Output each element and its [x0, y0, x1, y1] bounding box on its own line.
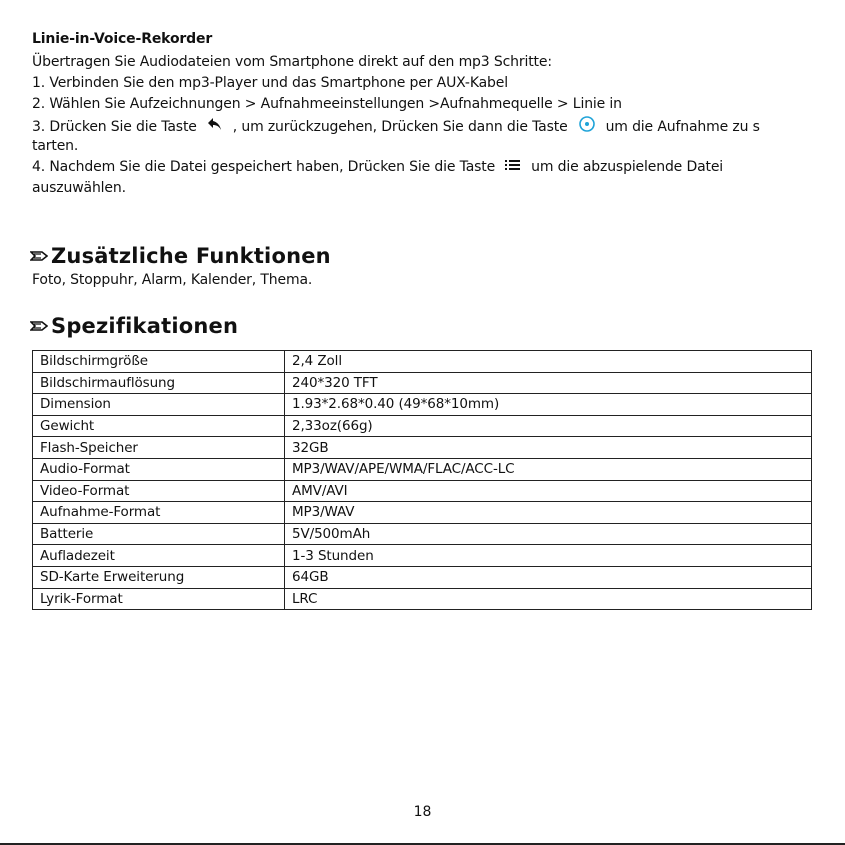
- spec-label: SD-Karte Erweiterung: [33, 566, 285, 588]
- step-2: 2. Wählen Sie Aufzeichnungen > Aufnahmeeinstellungen >Aufnahmequelle > Linie in: [32, 96, 622, 112]
- table-row: [33, 566, 812, 588]
- table-row: [33, 372, 812, 394]
- spec-label: Bildschirmauflösung: [33, 372, 285, 394]
- spec-label: Flash-Speicher: [33, 437, 285, 459]
- specs-heading: [30, 314, 238, 338]
- spec-value: 2,33oz(66g): [285, 415, 812, 437]
- table-row: [33, 437, 812, 459]
- step-4: [32, 157, 723, 177]
- spec-label: Lyrik-Format: [33, 588, 285, 610]
- page-number: 18: [413, 804, 432, 820]
- step-3-part-a: 3. Drücken Sie die Taste: [32, 119, 197, 135]
- spec-value: 32GB: [285, 437, 812, 459]
- back-arrow-icon: [207, 117, 223, 137]
- table-row: [33, 480, 812, 502]
- step-3: [32, 115, 760, 139]
- step-1: 1. Verbinden Sie den mp3-Player und das Smartphone per AUX-Kabel: [32, 75, 508, 91]
- spec-value: LRC: [285, 588, 812, 610]
- spec-label: Aufladezeit: [33, 545, 285, 567]
- spec-value: MP3/WAV/APE/WMA/FLAC/ACC-LC: [285, 458, 812, 480]
- spec-value: 64GB: [285, 566, 812, 588]
- table-row: [33, 458, 812, 480]
- step-4-part-b: um die abzuspielende Datei: [531, 159, 724, 175]
- step-4-part-a: 4. Nachdem Sie die Datei gespeichert haben, Drücken Sie die Taste: [32, 159, 496, 175]
- table-row: [33, 545, 812, 567]
- table-row: [33, 502, 812, 524]
- pen-nib-bullet-icon: [30, 249, 48, 263]
- spec-value: 5V/500mAh: [285, 523, 812, 545]
- step-3-part-c: um die Aufnahme zu s: [605, 119, 760, 135]
- extras-heading-text: Zusätzliche Funktionen: [51, 244, 331, 268]
- specs-heading-text: Spezifikationen: [51, 314, 239, 338]
- spec-value: 2,4 Zoll: [285, 351, 812, 373]
- pen-nib-bullet-icon: [30, 319, 48, 333]
- spec-label: Batterie: [33, 523, 285, 545]
- step-3-continued: tarten.: [32, 138, 79, 154]
- spec-value: MP3/WAV: [285, 502, 812, 524]
- step-3-part-b: , um zurückzugehen, Drücken Sie dann die Taste: [232, 119, 568, 135]
- spec-value: 240*320 TFT: [285, 372, 812, 394]
- specifications-table: [32, 350, 812, 610]
- spec-label: Gewicht: [33, 415, 285, 437]
- table-row: [33, 523, 812, 545]
- recorder-title: Linie-in-Voice-Rekorder: [32, 31, 213, 47]
- recorder-intro: Übertragen Sie Audiodateien vom Smartphone direkt auf den mp3 Schritte:: [32, 54, 552, 70]
- spec-label: Audio-Format: [33, 458, 285, 480]
- spec-value: 1.93*2.68*0.40 (49*68*10mm): [285, 394, 812, 416]
- spec-label: Bildschirmgröße: [33, 351, 285, 373]
- table-row: [33, 351, 812, 373]
- extras-heading: [30, 244, 331, 268]
- spec-label: Video-Format: [33, 480, 285, 502]
- list-icon: [505, 157, 521, 177]
- extras-text: Foto, Stoppuhr, Alarm, Kalender, Thema.: [32, 272, 313, 288]
- table-row: [33, 394, 812, 416]
- step-4-continued: auszuwählen.: [32, 180, 126, 196]
- table-row: [33, 415, 812, 437]
- spec-value: 1-3 Stunden: [285, 545, 812, 567]
- spec-label: Aufnahme-Format: [33, 502, 285, 524]
- spec-label: Dimension: [33, 394, 285, 416]
- record-icon: [578, 115, 596, 139]
- table-row: [33, 588, 812, 610]
- spec-value: AMV/AVI: [285, 480, 812, 502]
